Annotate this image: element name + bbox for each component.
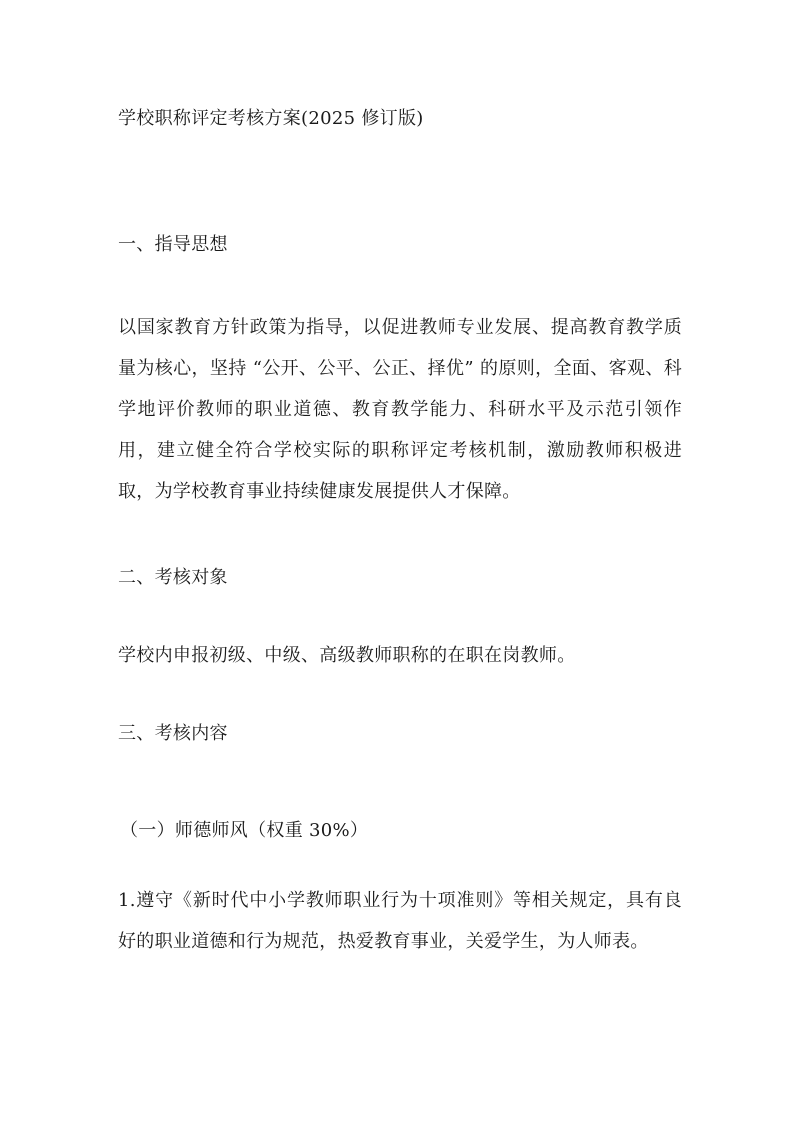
subsection-item-1: 1.遵守《新时代中小学教师职业行为十项准则》等相关规定，具有良好的职业道德和行为规范，热爱教育事业，关爱学生，为人师表。 [118,890,682,952]
section-body-guiding-ideology: 以国家教育方针政策为指导，以促进教师专业发展、提高教育教学质量为核心，坚持 “公开、公平、公正、择优” 的原则，全面、客观、科学地评价教师的职业道德、教育教学能力、科研水平及示范引领作用，建立健全符合学校实际的职称评定考核机制，激励教师积极进取，为学校教育事业持续健康发展提供人才保障。 [118,317,682,502]
section-body-assessment-target: 学校内申报初级、中级、高级教师职称的在职在岗教师。 [118,645,576,666]
section-heading-assessment-target: 二、考核对象 [118,567,228,588]
section-heading-assessment-content: 三、考核内容 [118,723,228,744]
document-title: 学校职称评定考核方案(2025 修订版) [118,108,424,129]
subsection-heading-teacher-ethics: （一）师德师风（权重 30%） [120,820,369,841]
section-heading-guiding-ideology: 一、指导思想 [118,234,228,255]
